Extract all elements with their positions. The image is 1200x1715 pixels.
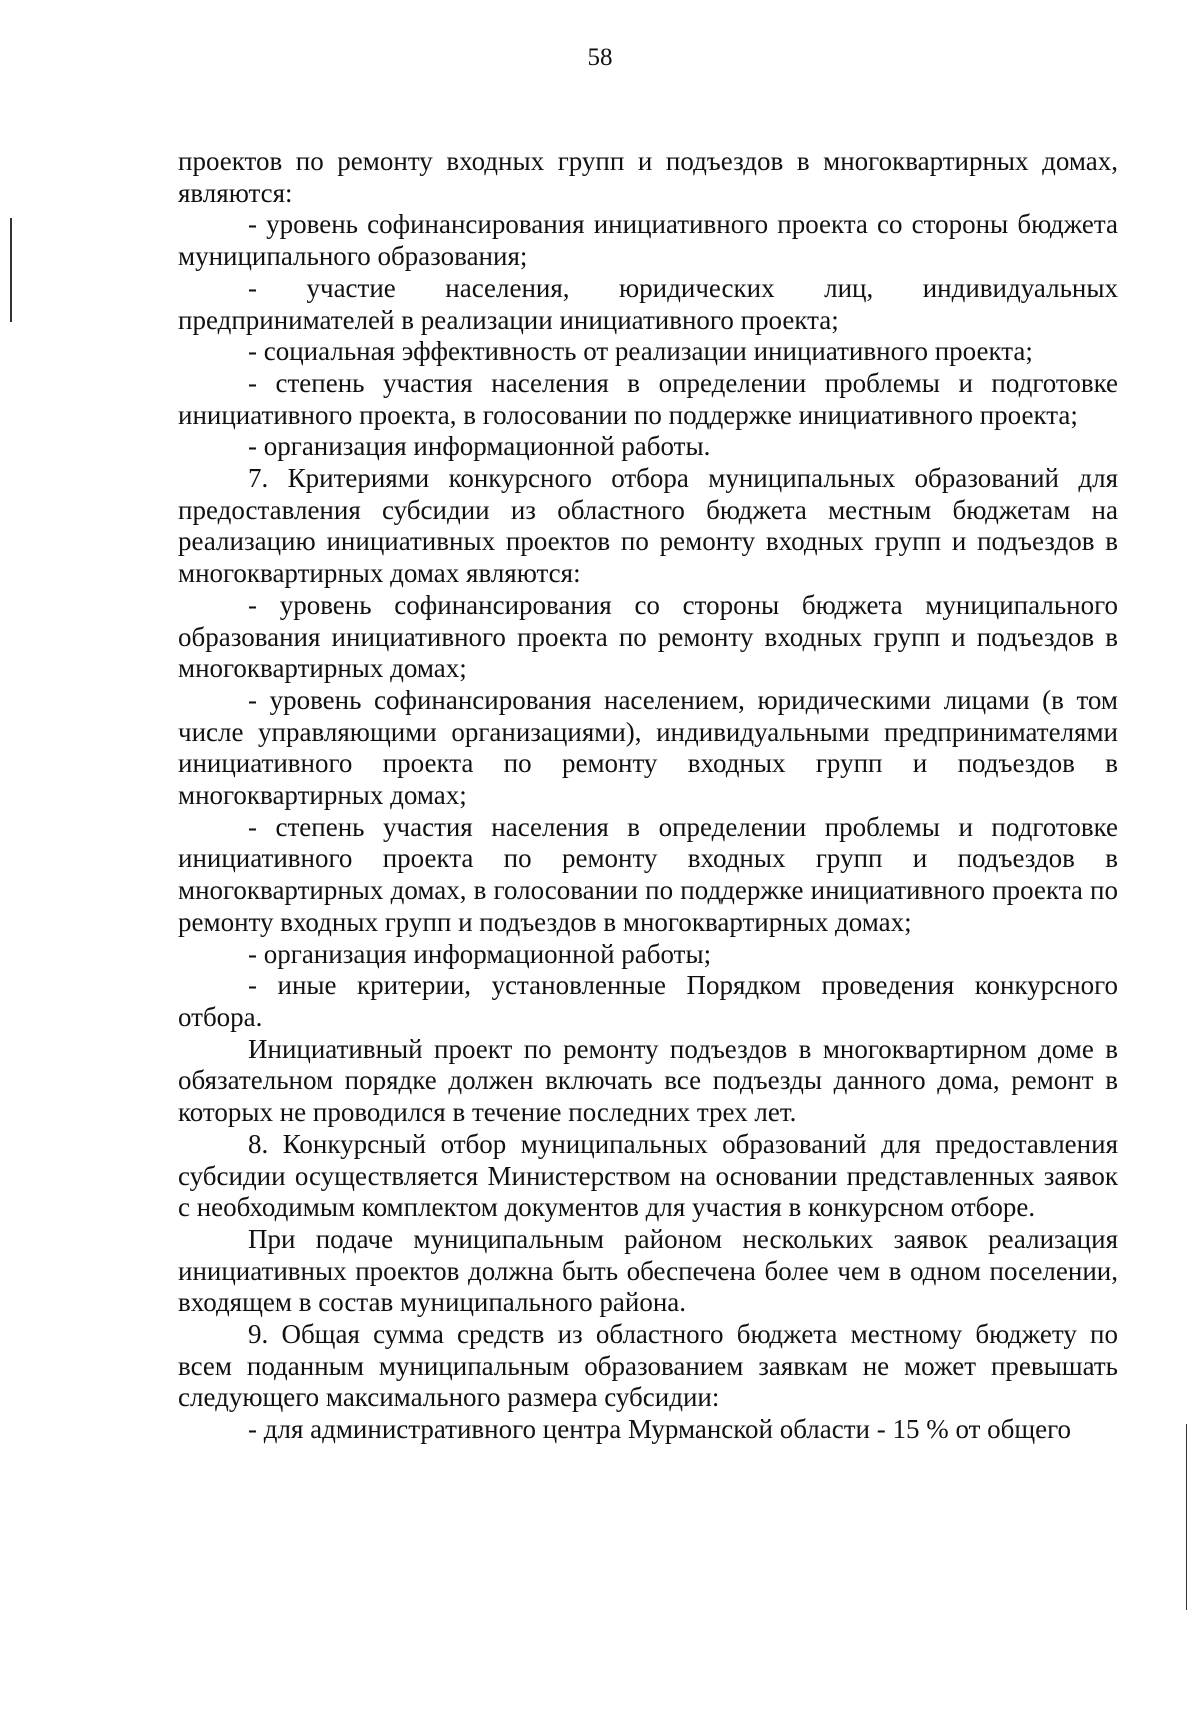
page-number: 58	[587, 44, 613, 71]
scan-edge-mark-right	[1186, 1424, 1187, 1610]
paragraph: - социальная эффективность от реализации инициативного проекта;	[248, 336, 1033, 367]
paragraph: 9. Общая сумма средств из областного бюджета местному бюджету по всем поданным муниципальным образованием заявкам не может превышать следующего максимального размера субсидии:	[178, 1319, 1118, 1413]
paragraph: - для административного центра Мурманской области - 15 % от общего	[248, 1414, 1072, 1445]
paragraph: - организация информационной работы;	[248, 938, 712, 969]
paragraph: - уровень софинансирования со стороны бюджета муниципального образования инициативного проекта по ремонту входных групп и подъездов в многоквартирных домах;	[178, 589, 1118, 684]
paragraph: - уровень софинансирования населением, юридическими лицами (в том числе управляющими организациями), индивидуальными предпринимателями инициативного проекта по ремонту входных групп и подъездов в многоквартирных домах;	[178, 684, 1118, 811]
paragraph: При подаче муниципальным районом нескольких заявок реализация инициативных проектов должна быть обеспечена более чем в одном поселении, входящем в состав муниципального района.	[178, 1223, 1118, 1318]
paragraph: - организация информационной работы.	[248, 431, 711, 462]
paragraph: - иные критерии, установленные Порядком проведения конкурсного отбора.	[178, 970, 1118, 1032]
document-body	[178, 146, 1118, 1446]
paragraph: проектов по ремонту входных групп и подъездов в многоквартирных домах, являются:	[178, 146, 1118, 208]
paragraph: 8. Конкурсный отбор муниципальных образований для предоставления субсидии осуществляется Министерством на основании представленных заявок с необходимым комплектом документов для участия в конкурсном отборе.	[178, 1128, 1118, 1223]
paragraph: 7. Критериями конкурсного отбора муниципальных образований для предоставления субсидии из областного бюджета местным бюджетам на реализацию инициативных проектов по ремонту входных групп и подъездов в многоквартирных домах являются:	[178, 463, 1118, 589]
paragraph: - уровень софинансирования инициативного проекта со стороны бюджета муниципального образования;	[178, 209, 1118, 272]
paragraph: - степень участия населения в определении проблемы и подготовке инициативного проекта по ремонту входных групп и подъездов в многоквартирных домах, в голосовании по поддержке инициативного проекта по ремонту входных групп и подъездов в многоквартирных домах;	[178, 811, 1118, 937]
paragraph: - степень участия населения в определении проблемы и подготовке инициативного проекта, в голосовании по поддержке инициативного проекта;	[178, 367, 1118, 430]
paragraph: - участие населения, юридических лиц, индивидуальных предпринимателей в реализации инициативного проекта;	[178, 272, 1118, 335]
scan-edge-mark-left	[10, 218, 12, 322]
paragraph: Инициативный проект по ремонту подъездов в многоквартирном доме в обязательном порядке должен включать все подъезды данного дома, ремонт в которых не проводился в течение последних трех лет.	[178, 1033, 1118, 1128]
